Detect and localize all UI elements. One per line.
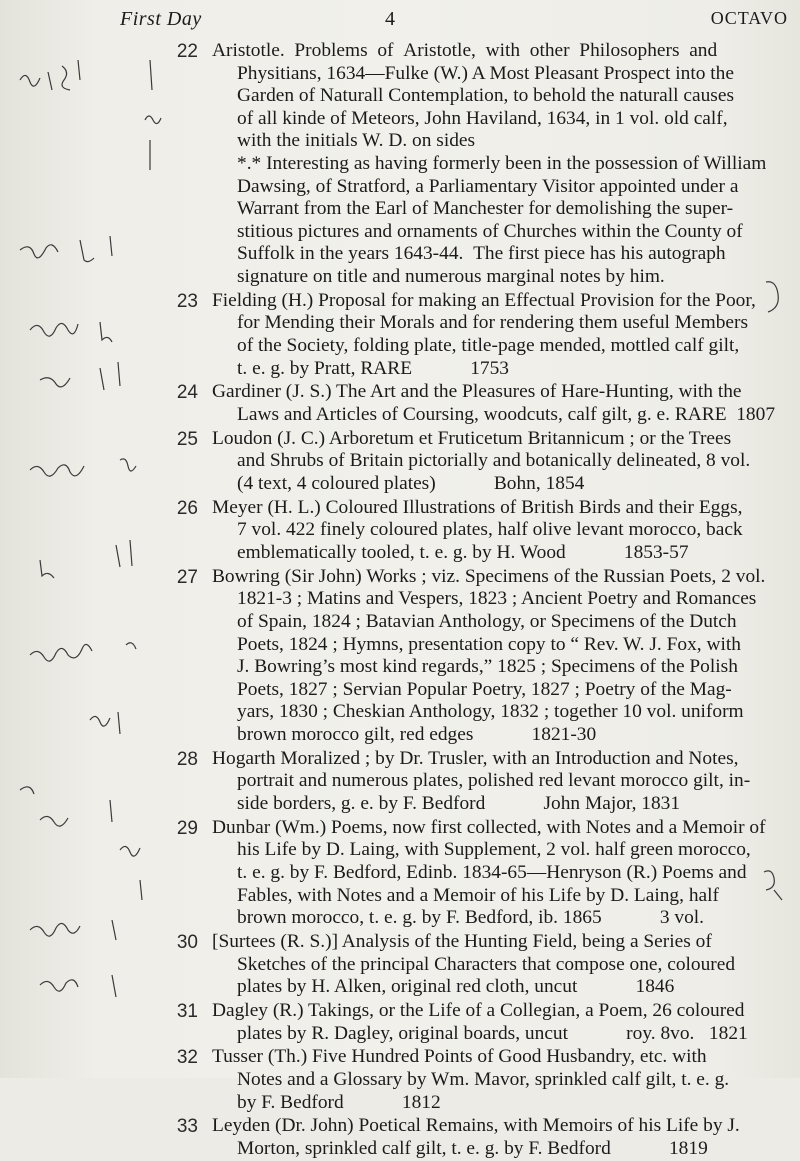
- lot-line: yars, 1830 ; Cheskian Anthology, 1832 ; together 10 vol. uniform: [237, 701, 744, 723]
- lot-description: [212, 497, 780, 565]
- lot-line: Leyden (Dr. John) Poetical Remains, with Memoirs of his Life by J.: [212, 1115, 740, 1137]
- lot-line: Poets, 1824 ; Hymns, presentation copy to “ Rev. W. J. Fox, with: [237, 633, 741, 655]
- lot-number: 23: [176, 290, 198, 312]
- header-page-number: 4: [385, 8, 396, 30]
- page-header: [120, 6, 788, 36]
- lot-line: plates by R. Dagley, original boards, uncut roy. 8vo. 1821: [237, 1022, 748, 1044]
- lot-number: 31: [176, 1001, 198, 1022]
- lot-line: Poets, 1827 ; Servian Popular Poetry, 1827 ; Poetry of the Mag-: [237, 678, 732, 700]
- lot-description: [212, 748, 780, 816]
- lot-line: 7 vol. 422 finely coloured plates, half olive levant morocco, back: [237, 519, 743, 541]
- lot-line: Physitians, 1634—Fulke (W.) A Most Pleasant Prospect into the: [237, 62, 734, 84]
- lot-number: 30: [176, 932, 198, 953]
- lot-line: Laws and Articles of Coursing, woodcuts, calf gilt, g. e. RARE 1807: [237, 403, 776, 425]
- lot-line: of the Society, folding plate, title-page mended, mottled calf gilt,: [237, 334, 740, 356]
- lot-number: 25: [176, 428, 198, 450]
- lot-line: and Shrubs of Britain pictorially and botanically delineated, 8 vol.: [237, 450, 751, 472]
- lot-line: J. Bowring’s most kind regards,” 1825 ; Specimens of the Polish: [237, 656, 738, 678]
- margin-pencil-annotations: [0, 0, 210, 1078]
- lot-line: Suffolk in the years 1643-44. The first piece has his autograph: [237, 243, 726, 265]
- lot-line: emblematically tooled, t. e. g. by H. Wood 1853-57: [237, 541, 689, 563]
- lot-number: 29: [176, 817, 198, 839]
- lot-line: (4 text, 4 coloured plates) Bohn, 1854: [237, 472, 585, 494]
- lot-line: his Life by D. Laing, with Supplement, 2 vol. half green morocco,: [237, 839, 751, 861]
- lot-line: Loudon (J. C.) Arboretum et Fruticetum Britannicum ; or the Trees: [212, 427, 732, 449]
- lot-line: stitious pictures and ornaments of Churches within the County of: [237, 220, 743, 242]
- lot-line: Tusser (Th.) Five Hundred Points of Good Husbandry, etc. with: [212, 1046, 707, 1068]
- lot-description: [212, 1115, 780, 1160]
- lot-description: [212, 1046, 780, 1114]
- lot-line: Notes and a Glossary by Wm. Mavor, sprinkled calf gilt, t. e. g.: [237, 1068, 730, 1090]
- lot-line: signature on title and numerous marginal notes by him.: [237, 265, 665, 287]
- lot-number: 28: [176, 748, 198, 770]
- lot-number: 24: [176, 382, 198, 404]
- lot-line: t. e. g. by Pratt, RARE 1753: [237, 357, 509, 379]
- lot-description: [212, 817, 780, 930]
- lot-line: of Spain, 1824 ; Batavian Anthology, or Specimens of the Dutch: [237, 610, 737, 632]
- lot-line: brown morocco gilt, red edges 1821-30: [237, 723, 597, 745]
- lot-number: 33: [176, 1116, 198, 1138]
- lot-line: Bowring (Sir John) Works ; viz. Specimens of the Russian Poets, 2 vol.: [212, 565, 766, 587]
- lot-line: Fielding (H.) Proposal for making an Effectual Provision for the Poor,: [212, 289, 756, 311]
- lot-line: of all kinde of Meteors, John Haviland, 1634, in 1 vol. old calf,: [237, 107, 728, 129]
- lot-line: with the initials W. D. on sides: [237, 130, 476, 152]
- lot-line: Gardiner (J. S.) The Art and the Pleasures of Hare-Hunting, with the: [212, 381, 742, 403]
- lot-description: [212, 381, 780, 426]
- lot-line: Garden of Naturall Contemplation, to behold the naturall causes: [237, 85, 735, 107]
- lot-line: Hogarth Moralized ; by Dr. Trusler, with an Introduction and Notes,: [212, 747, 739, 769]
- lot-line: 1821-3 ; Matins and Vespers, 1823 ; Ancient Poetry and Romances: [237, 588, 757, 610]
- lot-line: Morton, sprinkled calf gilt, t. e. g. by F. Bedford 1819: [237, 1137, 708, 1159]
- header-format: OCTAVO: [710, 8, 788, 28]
- lot-line: t. e. g. by F. Bedford, Edinb. 1834-65—Henryson (R.) Poems and: [237, 861, 747, 883]
- lot-line: side borders, g. e. by F. Bedford John Major, 1831: [237, 792, 681, 814]
- lot-line: portrait and numerous plates, polished red levant morocco gilt, in-: [237, 770, 751, 792]
- lot-line: Aristotle. Problems of Aristotle, with other Philosophers and: [212, 40, 718, 61]
- lot-line: Warrant from the Earl of Manchester for demolishing the super-: [237, 198, 734, 220]
- lot-line: by F. Bedford 1812: [237, 1091, 441, 1113]
- lot-description: [212, 290, 780, 380]
- lot-description: [212, 931, 780, 999]
- lot-line: brown morocco, t. e. g. by F. Bedford, ib. 1865 3 vol.: [237, 907, 705, 929]
- lot-description: [212, 428, 780, 496]
- lot-description: [212, 566, 780, 747]
- lot-line: plates by H. Alken, original red cloth, uncut 1846: [237, 976, 675, 998]
- lot-description: [212, 40, 780, 289]
- lot-line: *.* Interesting as having formerly been in the possession of William: [237, 152, 767, 174]
- lot-number: 32: [176, 1047, 198, 1069]
- lot-line: Meyer (H. L.) Coloured Illustrations of British Birds and their Eggs,: [212, 496, 743, 518]
- lot-number: 26: [176, 497, 198, 519]
- lot-line: Dawsing, of Stratford, a Parliamentary Visitor appointed under a: [237, 175, 739, 197]
- header-day: First Day: [120, 8, 202, 30]
- lot-line: Fables, with Notes and a Memoir of his Life by D. Laing, half: [237, 884, 719, 906]
- lot-number: 22: [176, 41, 198, 62]
- lot-line: Sketches of the principal Characters that compose one, coloured: [237, 953, 736, 975]
- lot-line: for Mending their Morals and for rendering them useful Members: [237, 312, 749, 334]
- lot-description: [212, 1000, 780, 1045]
- lot-number: 27: [176, 566, 198, 588]
- lot-line: Dagley (R.) Takings, or the Life of a Collegian, a Poem, 26 coloured: [212, 1000, 745, 1021]
- lot-line: [Surtees (R. S.)] Analysis of the Hunting Field, being a Series of: [212, 931, 712, 952]
- lot-line: Dunbar (Wm.) Poems, now first collected, with Notes and a Memoir of: [212, 816, 766, 838]
